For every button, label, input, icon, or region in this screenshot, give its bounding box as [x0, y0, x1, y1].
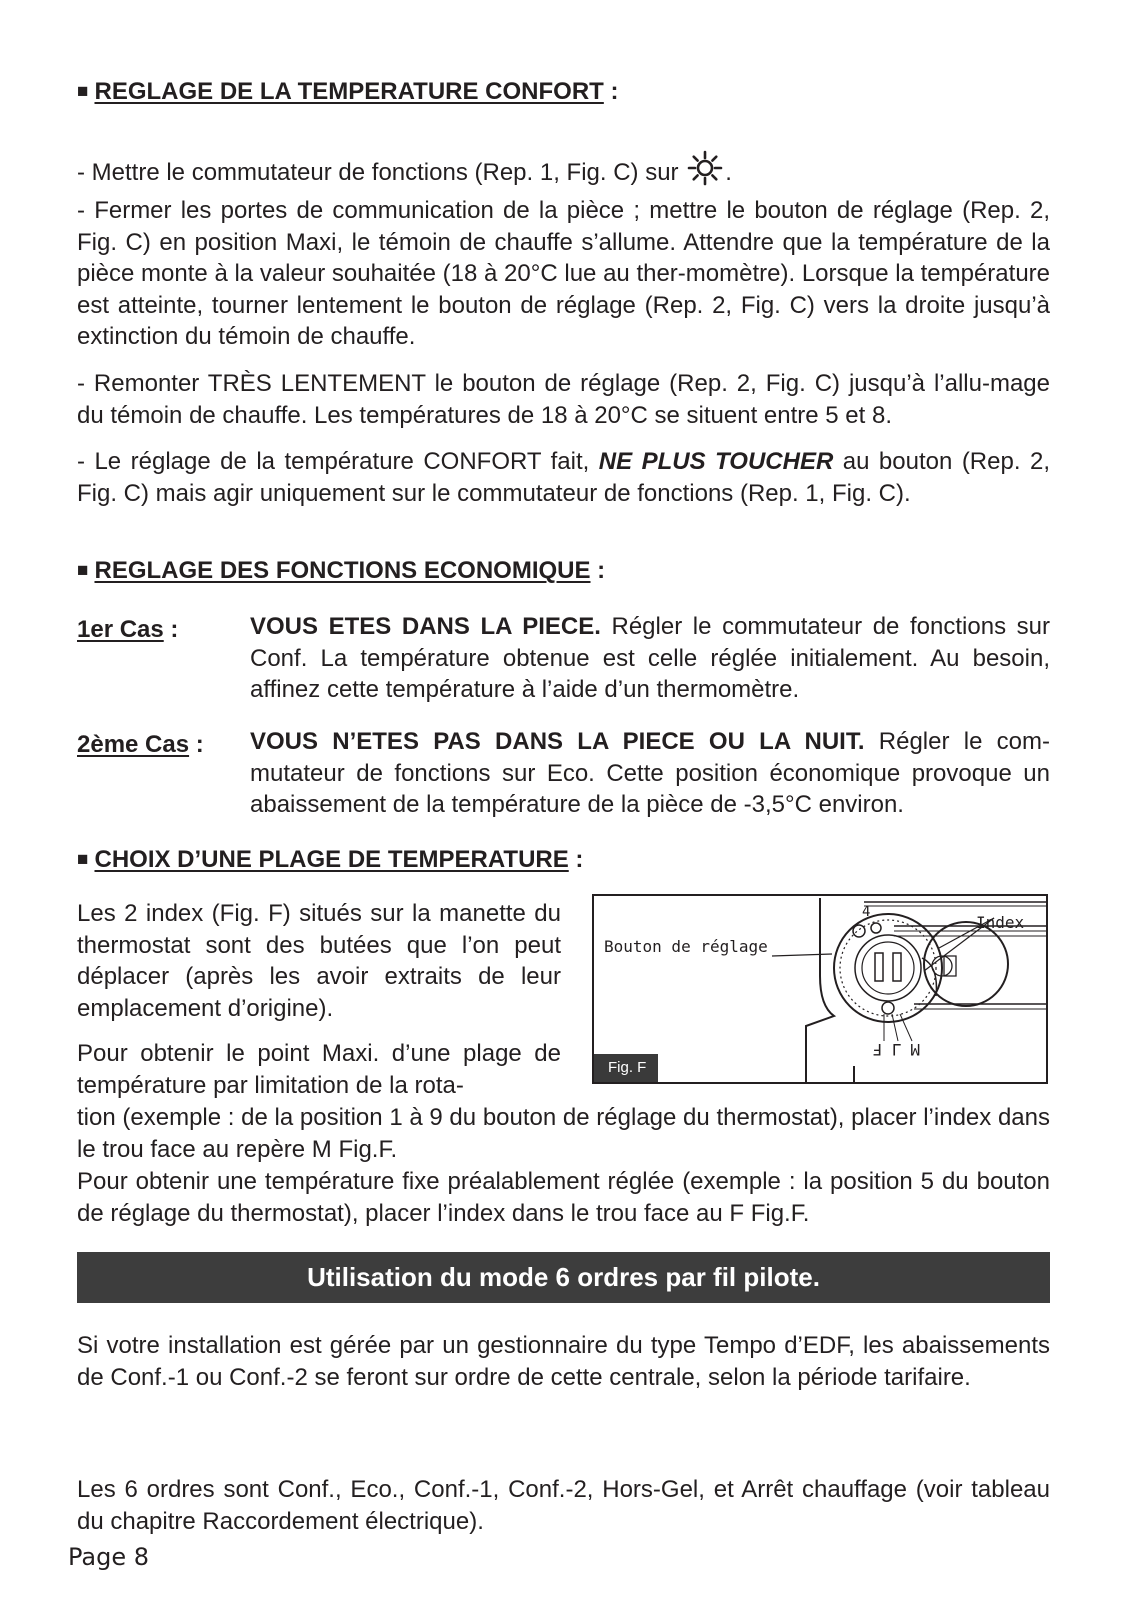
heading-text: REGLAGE DE LA TEMPERATURE CONFORT — [94, 78, 604, 105]
paragraph-commutateur: - Mettre le commutateur de fonctions (Rep. 1, Fig. C) sur . — [77, 150, 1050, 195]
page-number: Page 8 — [68, 1543, 149, 1571]
paragraph-remonter: - Remonter TRÈS LENTEMENT le bouton de réglage (Rep. 2, Fig. C) jusqu’à l’allu-mage du témoin de chauffe. Les températures de 18 à 20°C se situent entre 5 et 8. — [77, 370, 1050, 429]
sun-icon — [687, 150, 723, 195]
paragraph-tempo: Si votre installation est gérée par un gestionnaire du type Tempo d’EDF, les abaissements de Conf.-1 ou Conf.-2 se feront sur ordre de cette centrale, selon la période tarifaire. — [77, 1332, 1050, 1391]
paragraph-index: Les 2 index (Fig. F) situés sur la manette du thermostat sont des butées que l’on peut déplacer (après les avoir extraits de leur emplacement d’origine). — [77, 900, 561, 1022]
thermostat-diagram — [594, 896, 1046, 1082]
figure-caption: Fig. F — [594, 1054, 658, 1082]
square-bullet: ■ — [77, 849, 89, 870]
square-bullet: ■ — [77, 81, 89, 102]
paragraph-fermer-portes: - Fermer les portes de communication de la pièce ; mettre le bouton de réglage (Rep. 2, Fig. C) en position Maxi, le témoin de chauffe s’allume. Attendre que la température de la pièce monte à la valeur souhaitée (18 à 20°C lue au ther-momètre). Lorsque la température est atteinte, tourner lentement le bouton de réglage (Rep. 2, Fig. C) vers la droite jusqu’à extinction du témoin de chauffe. — [77, 197, 1050, 350]
paragraph-ne-plus-toucher: - Le réglage de la température CONFORT fait, NE PLUS TOUCHER au bouton (Rep. 2, Fig. C) mais agir uniquement sur le commutateur de fonctions (Rep. 1, Fig. C). — [77, 448, 1050, 507]
case2-text: VOUS N’ETES PAS DANS LA PIECE OU LA NUIT. Régler le com-mutateur de fonctions sur Eco. Cette position économique provoque un abaissement de la température de la pièce de -3,5°C environ. — [250, 728, 1051, 818]
label-bouton-reglage: Bouton de réglage — [604, 937, 768, 956]
label-index: Index — [976, 913, 1025, 932]
heading-text: REGLAGE DES FONCTIONS ECONOMIQUE — [94, 557, 591, 584]
heading-plage-temperature: ■ CHOIX D’UNE PLAGE DE TEMPERATURE : — [77, 846, 584, 873]
paragraph-temperature-fixe: Pour obtenir une température fixe préalablement réglée (exemple : la position 5 du bouton de réglage du thermostat), placer l’index dans le trou face au F Fig.F. — [77, 1168, 1050, 1227]
square-bullet: ■ — [77, 560, 89, 581]
heading-fonctions-economique: ■ REGLAGE DES FONCTIONS ECONOMIQUE : — [77, 557, 606, 584]
case1-text: VOUS ETES DANS LA PIECE. Régler le commutateur de fonctions sur Conf. La température obtenue est celle réglée initialement. Au besoin, affinez cette température à l’aide d’un thermomètre. — [250, 613, 1050, 703]
heading-temperature-confort: ■ REGLAGE DE LA TEMPERATURE CONFORT : — [77, 78, 619, 105]
heading-text: CHOIX D’UNE PLAGE DE TEMPERATURE — [94, 846, 569, 873]
case1-label: 1er Cas : — [77, 616, 179, 643]
case2-label: 2ème Cas : — [77, 731, 204, 758]
dial-number: 4 — [862, 904, 871, 920]
paragraph-point-maxi-start: Pour obtenir le point Maxi. d’une plage de température par limitation de la rota- — [77, 1040, 561, 1099]
marks-m-f: M ⅃ F — [872, 1040, 920, 1059]
paragraph-point-maxi-end: tion (exemple : de la position 1 à 9 du bouton de réglage du thermostat), placer l’index dans le trou face au repère M Fig.F. — [77, 1104, 1050, 1163]
figure-f — [592, 894, 1048, 1084]
section-banner: Utilisation du mode 6 ordres par fil pilote. — [77, 1252, 1050, 1303]
paragraph-six-ordres: Les 6 ordres sont Conf., Eco., Conf.-1, Conf.-2, Hors-Gel, et Arrêt chauffage (voir tableau du chapitre Raccordement électrique). — [77, 1476, 1050, 1535]
